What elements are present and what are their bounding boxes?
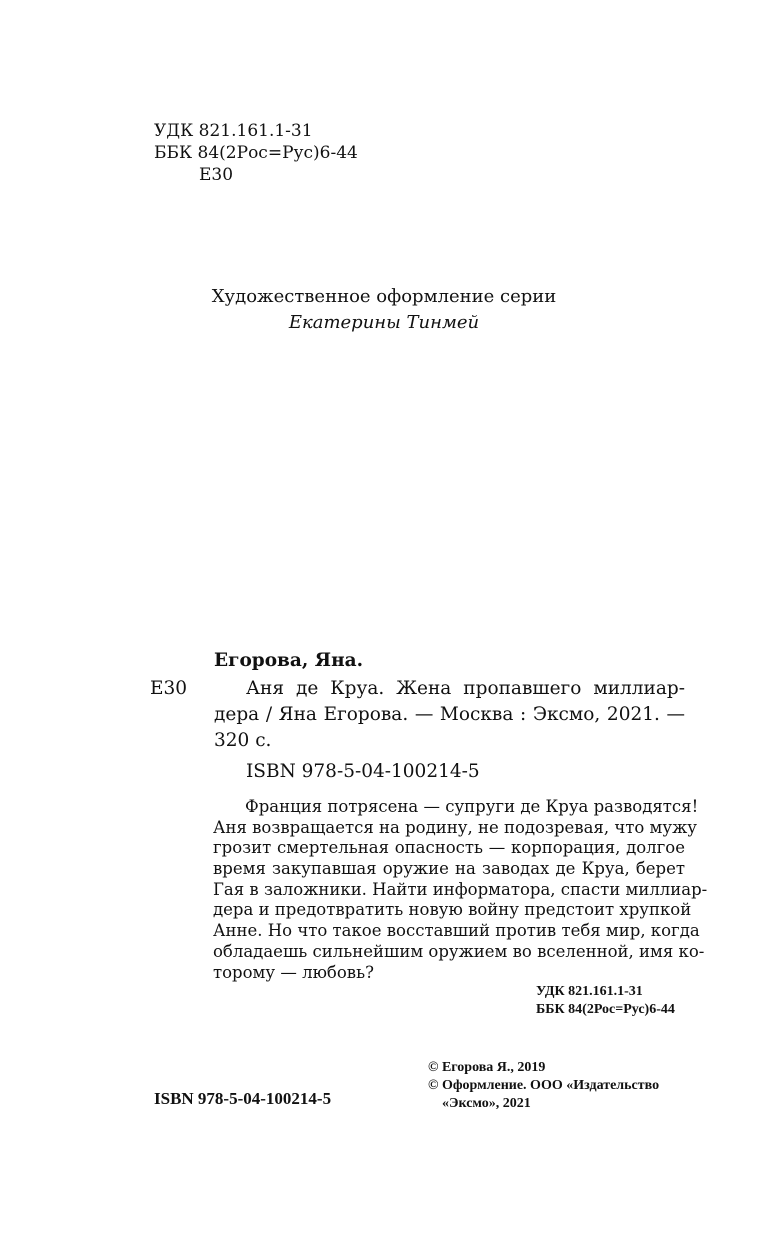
card-title-block [214,676,685,754]
abstract-line: Франция потрясена — супруги де Круа разводятся! [245,797,699,816]
abstract-line: обладаешь сильнейшим оружием во вселенной, имя ко- [213,941,705,961]
card-title-line: дера / Яна Егорова. — Москва : Эксмо, 2021. — [214,704,685,725]
card-udk: УДК 821.161.1-31 [536,984,643,999]
abstract-line: Аня возвращается на родину, не подозревая, что мужу [213,817,697,837]
abstract-line: торому — любовь? [213,962,374,982]
author-mark: Е30 [199,165,234,185]
copyright-design-cont: «Эксмо», 2021 [442,1096,531,1111]
card-isbn: ISBN 978-5-04-100214-5 [246,761,480,782]
series-credit-artist: Екатерины Тинмей [288,312,480,333]
abstract-line: Анне. Но что такое восставший против тебя мир, когда [213,921,700,941]
series-credit-line: Художественное оформление серии [211,286,557,307]
card-bbk: ББК 84(2Рос=Рус)6-44 [536,1002,675,1017]
card-abstract [213,797,708,983]
footer-isbn: ISBN 978-5-04-100214-5 [154,1089,332,1108]
abstract-line: дера и предотвратить новую войну предстоит хрупкой [213,900,692,920]
abstract-line: Гая в заложники. Найти информатора, спасти миллиар- [213,879,708,899]
card-author: Егорова, Яна. [214,650,364,671]
udk-code: УДК 821.161.1-31 [154,121,313,141]
copyright-author: © Егорова Я., 2019 [428,1060,546,1075]
copyright-design: © Оформление. ООО «Издательство [428,1078,660,1093]
abstract-line: грозит смертельная опасность — корпорация, долгое [213,838,685,858]
card-author-mark: Е30 [150,678,188,699]
bbk-code: ББК 84(2Рос=Рус)6-44 [154,143,358,163]
abstract-line: время закупавшая оружие на заводах де Круа, берет [213,859,685,879]
card-title-line: 320 с. [214,730,272,751]
card-title-line: Аня де Круа. Жена пропавшего миллиар- [246,678,685,699]
